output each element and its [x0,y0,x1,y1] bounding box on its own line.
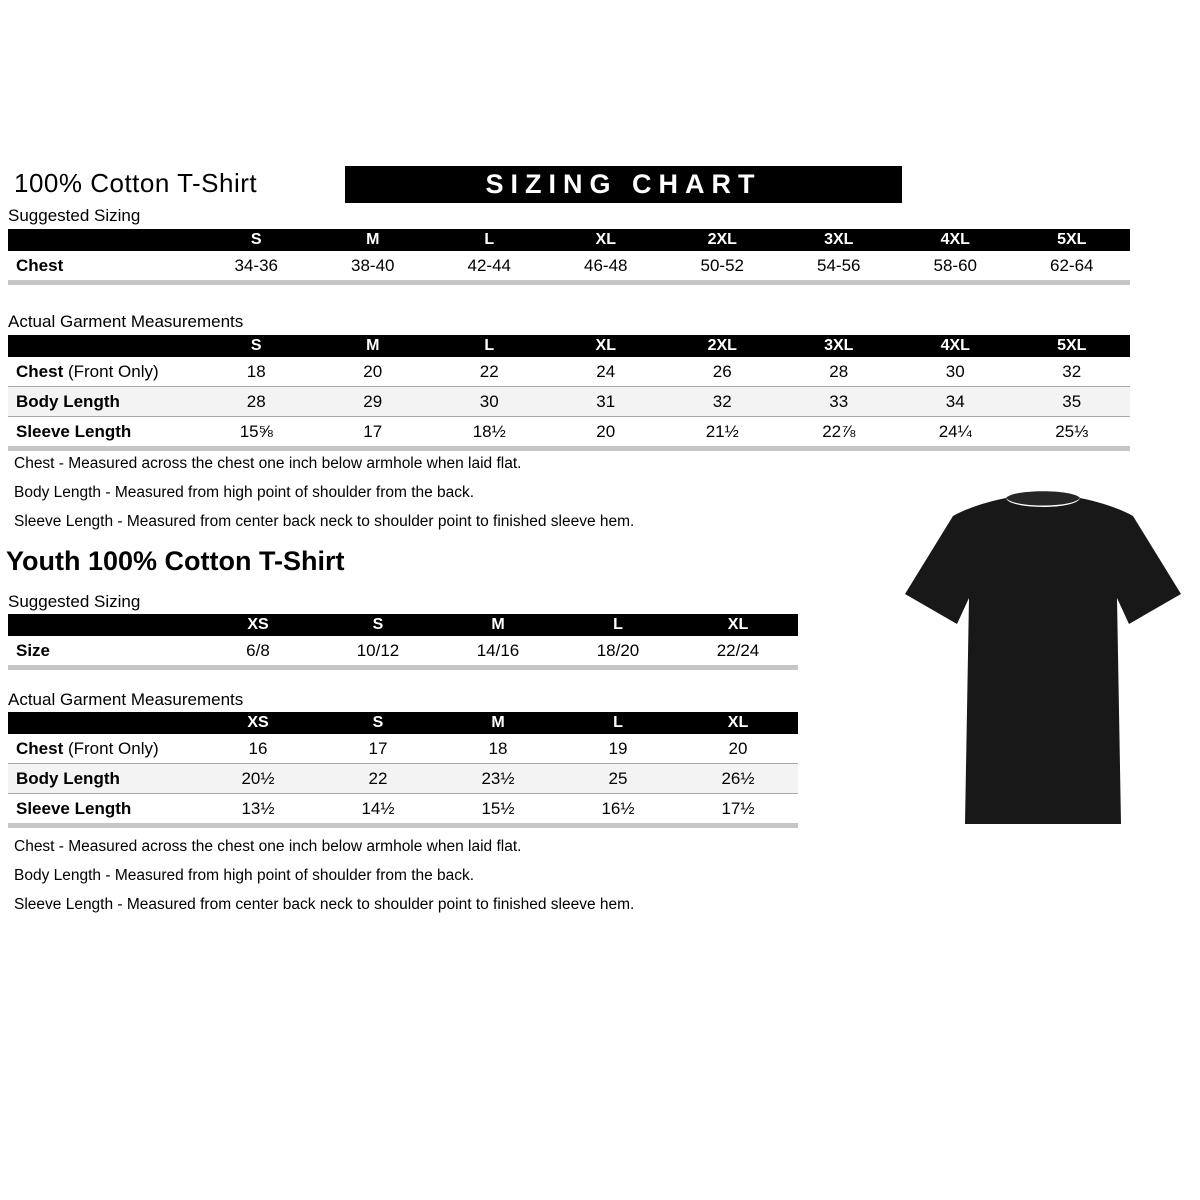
measurement-row [8,251,1130,283]
measurement-value: 54-56 [781,251,898,283]
measurement-row [8,357,1130,387]
size-column-header: L [558,614,678,636]
measurement-row-label: Chest (Front Only) [8,734,198,764]
measurement-row-label: Chest (Front Only) [8,357,198,387]
measurement-row [8,636,798,668]
measurement-row [8,734,798,764]
size-column-header: 4XL [897,229,1014,251]
measurement-value: 28 [198,387,315,417]
measurement-value: 16½ [558,794,678,826]
chest-note: Chest - Measured across the chest one inch below armhole when laid flat. [14,838,522,855]
measurement-value: 24¼ [897,417,1014,449]
measurement-value: 58-60 [897,251,1014,283]
size-header-spacer [8,335,198,357]
size-column-header: L [431,229,548,251]
size-header-row [8,712,798,734]
size-header-row [8,229,1130,251]
size-header-spacer [8,614,198,636]
youth-actual-measurements-table [8,712,798,828]
measurement-value: 25 [558,764,678,794]
measurement-value: 15½ [438,794,558,826]
measurement-value: 34-36 [198,251,315,283]
tshirt-product-image [893,474,1193,838]
body-length-note: Body Length - Measured from high point of shoulder from the back. [14,867,475,884]
size-header-spacer [8,712,198,734]
youth-suggested-sizing-label: Suggested Sizing [8,592,141,611]
measurement-value: 20 [315,357,432,387]
measurement-row-label: Body Length [8,387,198,417]
measurement-value: 32 [664,387,781,417]
measurement-value: 26 [664,357,781,387]
measurement-value: 28 [781,357,898,387]
measurement-row [8,794,798,826]
adult-suggested-sizing-label: Suggested Sizing [8,206,141,225]
measurement-value: 13½ [198,794,318,826]
size-column-header: XS [198,712,318,734]
chest-note: Chest - Measured across the chest one inch below armhole when laid flat. [14,455,522,472]
tshirt-collar [1006,491,1080,505]
measurement-value: 18 [198,357,315,387]
size-column-header: L [431,335,548,357]
header-row [0,166,1200,206]
measurement-value: 30 [431,387,548,417]
size-column-header: M [315,229,432,251]
measurement-value: 32 [1014,357,1131,387]
measurement-value: 17 [315,417,432,449]
sleeve-length-note: Sleeve Length - Measured from center back neck to shoulder point to finished sleeve hem. [14,896,635,913]
measurement-row-label: Chest [8,251,198,283]
measurement-value: 14/16 [438,636,558,668]
youth-section-title: Youth 100% Cotton T-Shirt [6,546,345,576]
measurement-value: 62-64 [1014,251,1131,283]
size-column-header: 2XL [664,335,781,357]
measurement-row [8,764,798,794]
measurement-value: 26½ [678,764,798,794]
measurement-value: 22 [431,357,548,387]
size-column-header: XL [548,335,665,357]
measurement-row-label: Sleeve Length [8,417,198,449]
size-column-header: S [198,335,315,357]
measurement-value: 20½ [198,764,318,794]
size-column-header: XL [678,614,798,636]
size-header-row [8,335,1130,357]
measurement-value: 20 [678,734,798,764]
adult-actual-measurements-label: Actual Garment Measurements [8,312,244,331]
measurement-value: 50-52 [664,251,781,283]
measurement-row [8,417,1130,449]
size-column-header: 5XL [1014,335,1131,357]
tshirt-graphic [893,474,1193,838]
size-column-header: XL [548,229,665,251]
page-title: 100% Cotton T-Shirt [14,168,258,198]
measurement-row [8,387,1130,417]
size-column-header: XS [198,614,318,636]
size-column-header: M [315,335,432,357]
measurement-value: 18 [438,734,558,764]
measurement-row-label: Sleeve Length [8,794,198,826]
measurement-row-label: Size [8,636,198,668]
measurement-value: 23½ [438,764,558,794]
measurement-value: 18½ [431,417,548,449]
size-header-row [8,614,798,636]
measurement-value: 46-48 [548,251,665,283]
adult-suggested-sizing-table [8,229,1130,285]
sizing-chart-banner: SIZING CHART [345,166,902,203]
measurement-value: 35 [1014,387,1131,417]
measurement-value: 22 [318,764,438,794]
size-column-header: S [198,229,315,251]
youth-actual-measurements-label: Actual Garment Measurements [8,690,244,709]
adult-measurement-notes [14,455,634,542]
measurement-value: 34 [897,387,1014,417]
size-column-header: S [318,712,438,734]
size-column-header: 5XL [1014,229,1131,251]
size-column-header: M [438,614,558,636]
size-column-header: 3XL [781,335,898,357]
adult-actual-measurements-table [8,335,1130,451]
size-column-header: L [558,712,678,734]
measurement-value: 30 [897,357,1014,387]
measurement-value: 20 [548,417,665,449]
size-column-header: XL [678,712,798,734]
youth-suggested-sizing-table [8,614,798,670]
measurement-value: 17½ [678,794,798,826]
size-header-spacer [8,229,198,251]
measurement-value: 21½ [664,417,781,449]
youth-measurement-notes [14,838,634,925]
body-length-note: Body Length - Measured from high point of shoulder from the back. [14,484,475,501]
measurement-value: 15⅝ [198,417,315,449]
size-column-header: 3XL [781,229,898,251]
size-column-header: M [438,712,558,734]
measurement-row-label: Body Length [8,764,198,794]
measurement-value: 29 [315,387,432,417]
size-column-header: S [318,614,438,636]
measurement-value: 38-40 [315,251,432,283]
measurement-value: 14½ [318,794,438,826]
tshirt-body [905,498,1181,824]
measurement-value: 25⅓ [1014,417,1131,449]
measurement-value: 22⅞ [781,417,898,449]
measurement-value: 42-44 [431,251,548,283]
measurement-value: 33 [781,387,898,417]
sleeve-length-note: Sleeve Length - Measured from center back neck to shoulder point to finished sleeve hem. [14,513,635,530]
measurement-value: 24 [548,357,665,387]
measurement-value: 10/12 [318,636,438,668]
measurement-value: 16 [198,734,318,764]
measurement-value: 22/24 [678,636,798,668]
measurement-value: 18/20 [558,636,678,668]
measurement-value: 19 [558,734,678,764]
measurement-value: 17 [318,734,438,764]
measurement-value: 6/8 [198,636,318,668]
measurement-value: 31 [548,387,665,417]
size-column-header: 2XL [664,229,781,251]
size-column-header: 4XL [897,335,1014,357]
